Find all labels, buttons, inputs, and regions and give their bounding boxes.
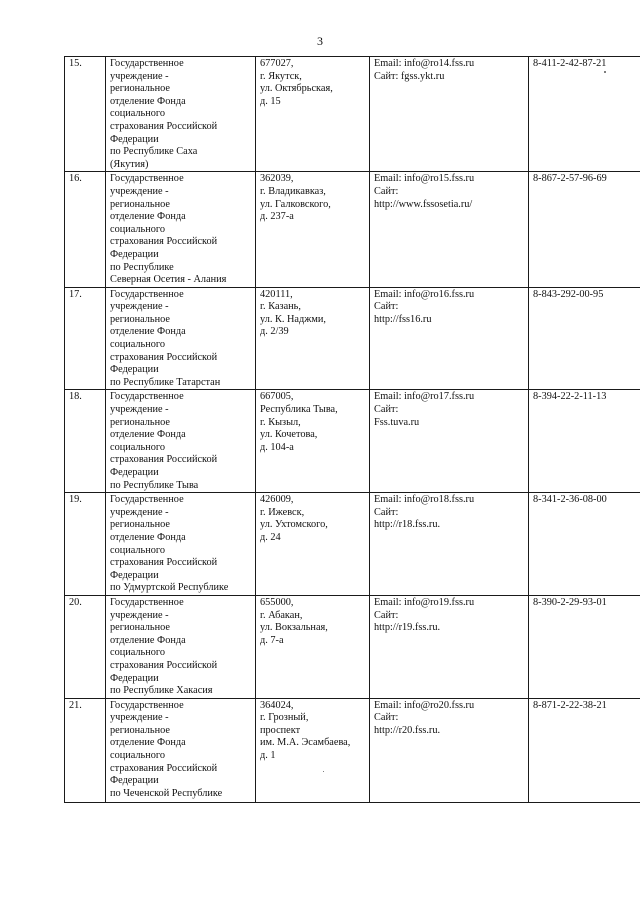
row-number: 17.	[69, 288, 82, 300]
row-number-cell	[65, 172, 106, 287]
name-line: социального	[110, 544, 166, 556]
address-line: 426009,	[260, 494, 294, 506]
name-line: страхования Российской	[110, 351, 218, 363]
address-line: ул. Вокзальная,	[260, 622, 328, 634]
contacts-line: Email: info@ro15.fss.ru	[374, 173, 475, 185]
address-line: 362039,	[260, 173, 294, 185]
address-cell	[256, 390, 370, 493]
name-line: (Якутия)	[110, 158, 149, 170]
address-line: 364024,	[260, 699, 294, 711]
name-line: Федерации	[110, 775, 159, 787]
address-line: д. 2/39	[260, 326, 289, 338]
address-line: ул. Кочетова,	[260, 429, 318, 441]
row-number: 19.	[69, 494, 82, 506]
contacts-line: Сайт:	[374, 506, 399, 518]
name-line: Северная Осетия - Алания	[110, 274, 227, 286]
contacts-line: Email: info@ro18.fss.ru	[374, 494, 475, 506]
institution-name-cell	[106, 698, 256, 802]
row-number-cell	[65, 57, 106, 172]
address-line: 677027,	[260, 58, 294, 69]
name-line: по Республике Саха	[110, 146, 198, 158]
contacts-line: Email: info@ro14.fss.ru	[374, 58, 475, 69]
name-line: отделение Фонда	[110, 211, 186, 223]
institution-name-cell	[106, 172, 256, 287]
contacts-line: Email: info@ro19.fss.ru	[374, 596, 475, 608]
row-number-cell	[65, 493, 106, 596]
contacts-cell	[370, 57, 529, 172]
phone-number: 8-341-2-36-08-00	[533, 494, 607, 506]
phone-cell	[529, 172, 640, 287]
phone-cell	[529, 57, 640, 172]
address-line: 655000,	[260, 596, 294, 608]
address-line: г. Владикавказ,	[260, 185, 326, 197]
name-line: Государственное	[110, 173, 184, 185]
row-number-cell	[65, 287, 106, 390]
contacts-cell	[370, 698, 529, 802]
address-line: им. М.А. Эсамбаева,	[260, 737, 351, 749]
contacts-line: http://r18.fss.ru.	[374, 519, 441, 531]
name-line: социального	[110, 750, 166, 762]
name-line: страхования Российской	[110, 659, 218, 671]
address-line: г. Кызыл,	[260, 416, 301, 428]
name-line: региональное	[110, 83, 170, 95]
address-line: д. 24	[260, 531, 281, 543]
name-line: страхования Российской	[110, 120, 218, 132]
address-cell	[256, 172, 370, 287]
phone-cell	[529, 493, 640, 596]
name-line: учреждение -	[110, 301, 169, 313]
table-row	[65, 287, 640, 390]
address-line: д. 104-а	[260, 441, 294, 453]
row-number-cell	[65, 698, 106, 802]
name-line: социального	[110, 647, 166, 659]
name-line: отделение Фонда	[110, 326, 186, 338]
contacts-line: http://r19.fss.ru.	[374, 622, 441, 634]
name-line: учреждение -	[110, 70, 169, 82]
name-line: региональное	[110, 313, 170, 325]
name-line: Государственное	[110, 58, 184, 69]
name-line: Федерации	[110, 467, 159, 478]
name-line: по Республике	[110, 261, 174, 273]
address-line: проспект	[260, 724, 301, 736]
scan-speck	[323, 771, 324, 772]
contacts-line: Сайт: fgss.ykt.ru	[374, 70, 445, 82]
name-line: Федерации	[110, 672, 159, 684]
name-line: отделение Фонда	[110, 531, 186, 543]
phone-number: 8-867-2-57-96-69	[533, 173, 607, 185]
name-line: страхования Российской	[110, 454, 218, 466]
row-number: 15.	[69, 58, 82, 69]
name-line: социального	[110, 339, 166, 351]
address-line: г. Казань,	[260, 301, 301, 313]
address-line: д. 7-а	[260, 634, 284, 646]
name-line: социального	[110, 441, 166, 453]
phone-number: 8-394-22-2-11-13	[533, 391, 607, 403]
institution-name-cell	[106, 57, 256, 172]
contacts-line: Email: info@ro20.fss.ru	[374, 699, 475, 711]
name-line: Федерации	[110, 569, 159, 581]
name-line: по Республике Тыва	[110, 479, 199, 491]
contacts-line: Email: info@ro16.fss.ru	[374, 288, 475, 300]
table-row	[65, 57, 640, 172]
table-row	[65, 493, 640, 596]
phone-cell	[529, 595, 640, 698]
address-line: 667005,	[260, 391, 294, 403]
scan-speck	[604, 71, 606, 73]
address-line: 420111,	[260, 288, 293, 300]
address-line: ул. Октябрьская,	[260, 83, 333, 95]
contacts-line: Email: info@ro17.fss.ru	[374, 391, 475, 403]
contacts-cell	[370, 287, 529, 390]
table-row	[65, 698, 640, 802]
contacts-cell	[370, 390, 529, 493]
institution-name-cell	[106, 390, 256, 493]
page-number: 3	[317, 34, 323, 48]
address-line: г. Грозный,	[260, 712, 309, 724]
institution-name-cell	[106, 493, 256, 596]
name-line: социального	[110, 223, 166, 235]
name-line: по Чеченской Республике	[110, 787, 223, 799]
name-line: Государственное	[110, 288, 184, 300]
contacts-cell	[370, 595, 529, 698]
name-line: Государственное	[110, 391, 184, 403]
address-line: д. 237-а	[260, 211, 294, 223]
name-line: отделение Фонда	[110, 634, 186, 646]
row-number: 18.	[69, 391, 82, 403]
name-line: региональное	[110, 622, 170, 634]
contacts-line: Сайт:	[374, 404, 399, 416]
row-number: 20.	[69, 596, 82, 608]
address-line: ул. К. Наджми,	[260, 313, 326, 325]
phone-cell	[529, 390, 640, 493]
name-line: страхования Российской	[110, 236, 218, 248]
name-line: учреждение -	[110, 506, 169, 518]
name-line: Федерации	[110, 364, 159, 376]
row-number: 21.	[69, 699, 82, 711]
address-line: ул. Галковского,	[260, 198, 331, 210]
address-line: д. 1	[260, 750, 276, 762]
name-line: региональное	[110, 416, 170, 428]
fss-branches-table	[64, 56, 640, 803]
name-line: отделение Фонда	[110, 429, 186, 441]
address-line: Республика Тыва,	[260, 404, 338, 416]
phone-number: 8-390-2-29-93-01	[533, 596, 607, 608]
phone-cell	[529, 287, 640, 390]
contacts-line: Сайт:	[374, 301, 399, 313]
row-number-cell	[65, 390, 106, 493]
name-line: по Республике Хакасия	[110, 685, 213, 697]
name-line: учреждение -	[110, 712, 169, 724]
address-line: г. Якутск,	[260, 70, 302, 82]
name-line: по Республике Татарстан	[110, 376, 221, 388]
name-line: региональное	[110, 724, 170, 736]
address-line: ул. Ухтомского,	[260, 519, 328, 531]
institution-name-cell	[106, 287, 256, 390]
contacts-line: http://www.fssosetia.ru/	[374, 198, 473, 210]
table-row	[65, 595, 640, 698]
contacts-line: Сайт:	[374, 712, 399, 724]
address-cell	[256, 287, 370, 390]
address-cell	[256, 493, 370, 596]
row-number-cell	[65, 595, 106, 698]
name-line: Государственное	[110, 596, 184, 608]
name-line: Государственное	[110, 494, 184, 506]
name-line: социального	[110, 108, 166, 120]
phone-number: 8-411-2-42-87-21	[533, 58, 607, 69]
row-number: 16.	[69, 173, 82, 185]
name-line: Федерации	[110, 133, 159, 145]
name-line: региональное	[110, 519, 170, 531]
address-line: д. 15	[260, 95, 281, 107]
name-line: отделение Фонда	[110, 95, 186, 107]
name-line: региональное	[110, 198, 170, 210]
contacts-line: http://r20.fss.ru.	[374, 724, 441, 736]
contacts-cell	[370, 493, 529, 596]
phone-number: 8-843-292-00-95	[533, 288, 604, 300]
name-line: страхования Российской	[110, 762, 218, 774]
address-cell	[256, 57, 370, 172]
name-line: учреждение -	[110, 404, 169, 416]
name-line: учреждение -	[110, 609, 169, 621]
name-line: Федерации	[110, 248, 159, 260]
phone-cell	[529, 698, 640, 802]
contacts-line: http://fss16.ru	[374, 313, 432, 325]
name-line: по Удмуртской Республике	[110, 582, 229, 594]
contacts-line: Сайт:	[374, 185, 399, 197]
table-body	[65, 57, 640, 803]
phone-number: 8-871-2-22-38-21	[533, 699, 607, 711]
name-line: учреждение -	[110, 185, 169, 197]
contacts-line: Сайт:	[374, 609, 399, 621]
contacts-line: Fss.tuva.ru	[374, 416, 420, 428]
address-line: г. Абакан,	[260, 609, 303, 621]
name-line: отделение Фонда	[110, 737, 186, 749]
contacts-cell	[370, 172, 529, 287]
table-row	[65, 390, 640, 493]
name-line: страхования Российской	[110, 557, 218, 569]
institution-name-cell	[106, 595, 256, 698]
address-cell	[256, 595, 370, 698]
address-line: г. Ижевск,	[260, 506, 305, 518]
table-row	[65, 172, 640, 287]
name-line: Государственное	[110, 699, 184, 711]
address-cell	[256, 698, 370, 802]
